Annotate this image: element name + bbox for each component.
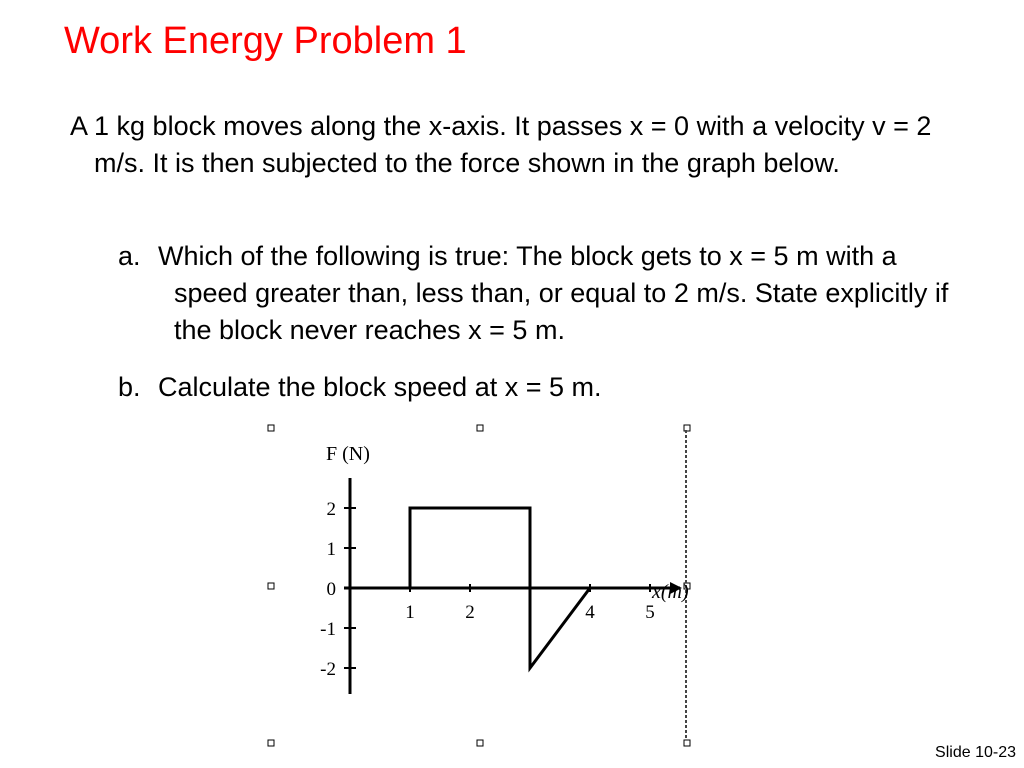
force-graph-svg (262, 418, 698, 752)
question-part-a (118, 238, 958, 349)
y-tick-label: 1 (326, 539, 336, 560)
handle-top-left[interactable] (268, 425, 274, 431)
x-tick-label: 5 (645, 602, 655, 623)
problem-statement: A 1 kg block moves along the x-axis. It passes x = 0 with a velocity v = 2 m/s. It is then subjected to the force shown in the graph below. (70, 111, 932, 178)
handle-top-middle[interactable] (477, 425, 483, 431)
part-a-text: Which of the following is true: The block gets to x = 5 m with a speed greater than, less than, or equal to 2 m/s. State explicitly if the block never reaches x = 5 m. (158, 241, 949, 345)
y-tick-label: 0 (326, 579, 336, 600)
handle-bottom-right[interactable] (684, 740, 690, 746)
handle-bottom-middle[interactable] (477, 740, 483, 746)
question-part-b (118, 369, 958, 406)
handle-bottom-left[interactable] (268, 740, 274, 746)
x-tick-label: 1 (405, 602, 415, 623)
y-axis-label: F (N) (326, 443, 370, 465)
x-axis-label: x(m) (652, 581, 689, 603)
slide-number: Slide 10-23 (935, 744, 1016, 761)
y-tick-label: -2 (320, 659, 336, 680)
axes (344, 478, 670, 694)
handle-middle-left[interactable] (268, 583, 274, 589)
question-parts (118, 238, 958, 426)
y-tick-label: -1 (320, 619, 336, 640)
part-b-text: Calculate the block speed at x = 5 m. (158, 372, 602, 402)
y-tick-label: 2 (326, 499, 336, 520)
force-graph (262, 418, 698, 752)
x-tick-label: 2 (465, 602, 475, 623)
x-tick-label: 4 (585, 602, 595, 623)
part-a-marker: a. (118, 241, 141, 271)
slide-title: Work Energy Problem 1 (64, 20, 467, 62)
part-b-marker: b. (118, 372, 141, 402)
